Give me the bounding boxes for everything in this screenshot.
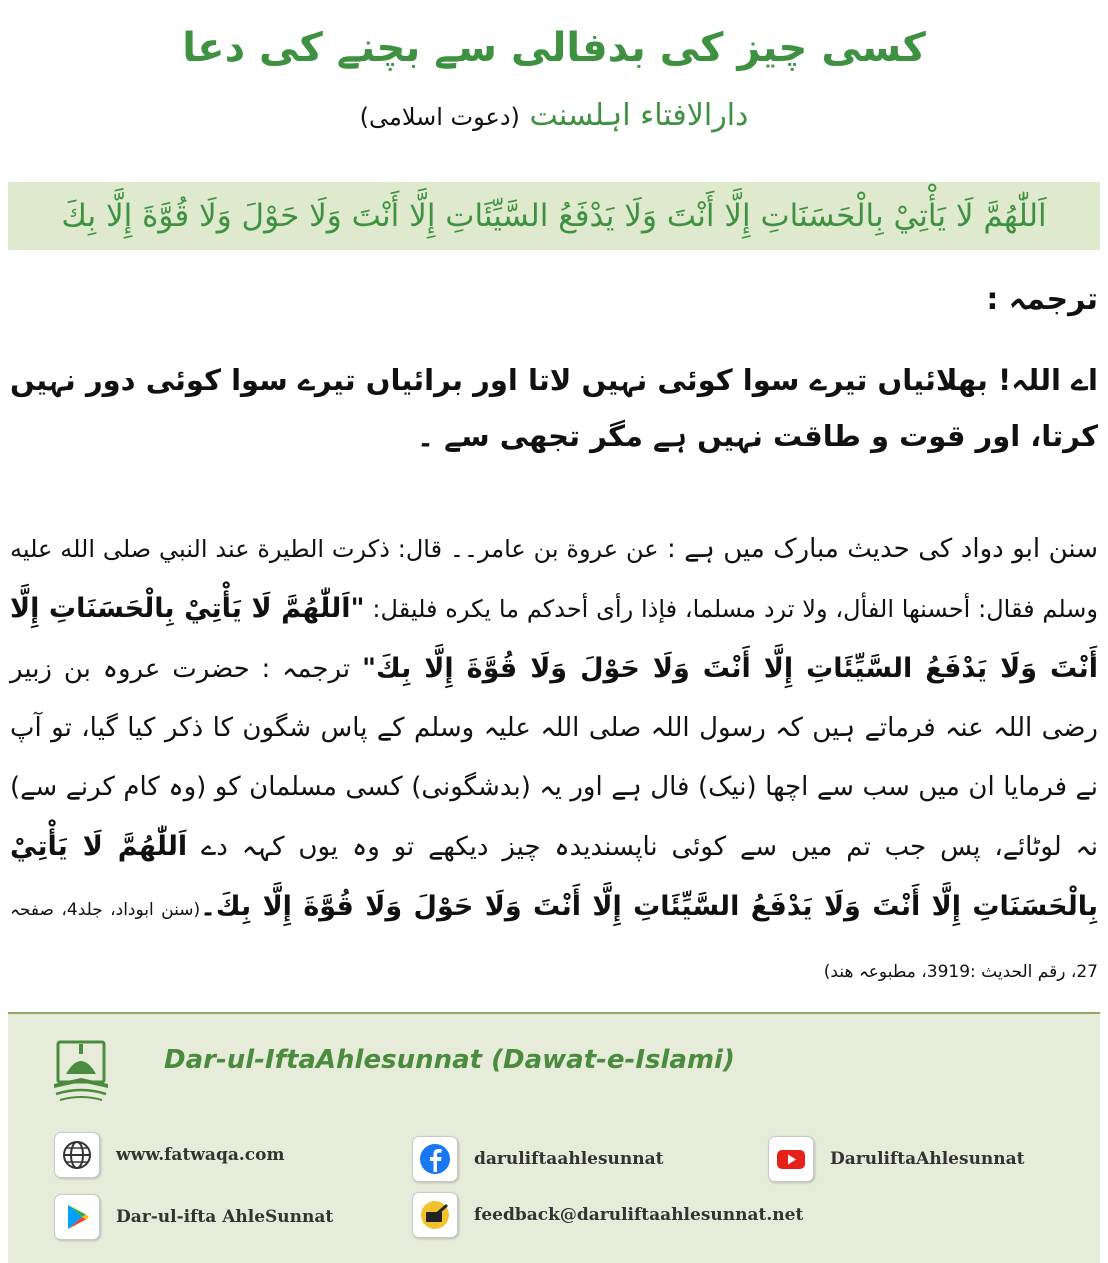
translation-label: ترجمہ : [986,282,1098,317]
playstore-link[interactable]: Dar-ul-ifta AhleSunnat [116,1207,334,1227]
email-link[interactable]: feedback@daruliftaahlesunnat.net [474,1205,804,1225]
facebook-icon [412,1136,458,1182]
hadith-intro: سنن ابو دواد کی حدیث مبارک میں ہے : [658,534,1098,564]
hadith-paragraph [10,520,1098,1002]
subtitle-main: دارالافتاء اہلسنت [529,98,749,133]
hadith-arabic: عن عروة بن عامر۔۔ قال: ذكرت الطيرة عند النبي صلى الله عليه وسلم فقال: أحسنها الفأل، ولا ترد مسلما، فإذا رأى أحدكم ما يكره فليقل: [10,535,1098,623]
footer [8,1012,1100,1263]
facebook-link[interactable]: daruliftaahlesunnat [474,1149,664,1169]
contact-website[interactable] [54,1132,284,1178]
page-title: کسی چیز کی بدفالی سے بچنے کی دعا [182,25,926,71]
youtube-link[interactable]: DaruliftaAhlesunnat [830,1149,1025,1169]
footer-title: Dar-ul-IftaAhlesunnat (Dawat-e-Islami) [164,1045,735,1075]
contact-youtube[interactable] [768,1136,1025,1182]
contact-facebook[interactable] [412,1136,663,1182]
dua-band: اَللّٰهُمَّ لَا يَأْتِيْ بِالْحَسَنَاتِ إِلَّا أَنْتَ وَلَا يَدْفَعُ السَّيِّئَاتِ إِلَّا أَنْتَ وَلَا حَوْلَ وَلَا قُوَّةَ إِلَّا بِكَ [8,182,1100,250]
globe-icon [54,1132,100,1178]
google-play-icon [54,1194,100,1240]
hadith-dua-end: اَللّٰهُمَّ لَا يَأْتِيْ بِالْحَسَنَاتِ إِلَّا أَنْتَ وَلَا يَدْفَعُ السَّيِّئَاتِ إِلَّا أَنْتَ وَلَا حَوْلَ وَلَا قُوَّةَ إِلَّا بِكَ۔ [10,831,1098,922]
hadith-dua-quote: "اَللّٰهُمَّ لَا يَأْتِيْ بِالْحَسَنَاتِ إِلَّا أَنْتَ وَلَا يَدْفَعُ السَّيِّئَاتِ إِلَّا أَنْتَ وَلَا حَوْلَ وَلَا قُوَّةَ إِلَّا بِكَ" [10,593,1098,684]
subtitle-paren: (دعوت اسلامی) [359,103,520,131]
translation-text: اے اللہ! بھلائیاں تیرے سوا کوئی نہیں لاتا اور برائیاں تیرے سوا کوئی دور نہیں کرتا، اور قوت و طاقت نہیں ہے مگر تجھی سے ۔ [10,363,1098,453]
hadith-translation: ترجمہ : حضرت عروہ بن زبیر رضی اللہ عنہ فرماتے ہیں کہ رسول اللہ صلی اللہ علیہ وسلم کے پاس شگون کا ذکر کیا گیا، تو آپ نے فرمایا ان میں سب سے اچھا (نیک) فال ہے اور یہ (بدشگونی) کسی مسلمان کو (وہ کام کرنے سے) نہ لوٹائے، پس جب تم میں سے کوئی ناپسندیدہ چیز دیکھے تو وہ یوں کہہ دے [10,654,1098,862]
logo-icon [46,1034,116,1108]
hadith-reference: (سنن ابوداد، جلد4، صفحہ 27، رقم الحدیث :3919، مطبوعہ ھند) [10,900,1098,982]
youtube-icon [768,1136,814,1182]
feedback-icon [412,1192,458,1238]
contact-playstore[interactable] [54,1194,333,1240]
page-subtitle [0,94,1108,139]
website-link[interactable]: www.fatwaqa.com [116,1145,285,1165]
contact-email[interactable] [412,1192,803,1238]
